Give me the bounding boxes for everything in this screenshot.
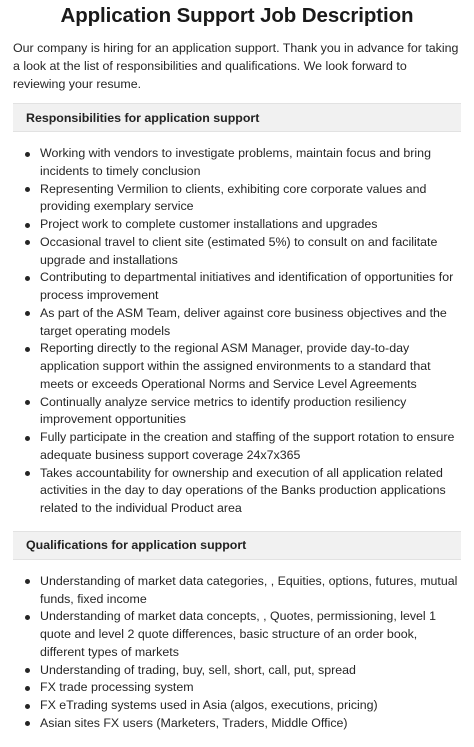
qualification-item: Asian sites FX users (Marketers, Traders, Middle Office) bbox=[13, 715, 461, 733]
qualification-item: Understanding of market data categories, , Equities, options, futures, mutual funds, fixed income bbox=[13, 573, 461, 609]
responsibility-item: Contributing to departmental initiatives and identification of opportunities for process improvement bbox=[13, 269, 461, 305]
qualification-item: FX eTrading systems used in Asia (algos, executions, pricing) bbox=[13, 697, 461, 715]
responsibilities-section-header bbox=[13, 103, 461, 132]
qualifications-heading: Qualifications for application support bbox=[26, 538, 247, 553]
qualifications-section-header bbox=[13, 531, 461, 560]
qualifications-list bbox=[13, 573, 461, 733]
responsibility-item: Occasional travel to client site (estimated 5%) to consult on and facilitate upgrade and installations bbox=[13, 234, 461, 270]
responsibility-item: Reporting directly to the regional ASM Manager, provide day-to-day application support within the assigned environments to a standard that meets or exceeds Operational Norms and Service Level Agreements bbox=[13, 340, 461, 393]
qualification-item: Understanding of market data concepts, , Quotes, permissioning, level 1 quote and level 2 quote differences, basic structure of an order book, different types of markets bbox=[13, 608, 461, 661]
responsibility-item: Takes accountability for ownership and execution of all application related activities in the day to day operations of the Banks production applications related to the individual Product area bbox=[13, 465, 461, 518]
responsibility-item: Representing Vermilion to clients, exhibiting core corporate values and providing exemplary service bbox=[13, 181, 461, 217]
responsibilities-list bbox=[13, 145, 461, 518]
responsibility-item: Working with vendors to investigate problems, maintain focus and bring incidents to timely conclusion bbox=[13, 145, 461, 181]
responsibilities-heading: Responsibilities for application support bbox=[26, 110, 260, 125]
page-title: Application Support Job Description bbox=[60, 4, 414, 27]
responsibility-item: Fully participate in the creation and staffing of the support rotation to ensure adequate business support coverage 24x7x365 bbox=[13, 429, 461, 465]
responsibility-item: As part of the ASM Team, deliver against core business objectives and the target operating models bbox=[13, 305, 461, 341]
qualification-item: Understanding of trading, buy, sell, short, call, put, spread bbox=[13, 662, 461, 680]
responsibility-item: Project work to complete customer installations and upgrades bbox=[13, 216, 461, 234]
qualification-item: FX trade processing system bbox=[13, 679, 461, 697]
responsibility-item: Continually analyze service metrics to identify production resiliency improvement opportunities bbox=[13, 394, 461, 430]
intro-paragraph: Our company is hiring for an application support. Thank you in advance for taking a look at the list of responsibilities and qualifications. We look forward to reviewing your resume. bbox=[13, 41, 459, 91]
